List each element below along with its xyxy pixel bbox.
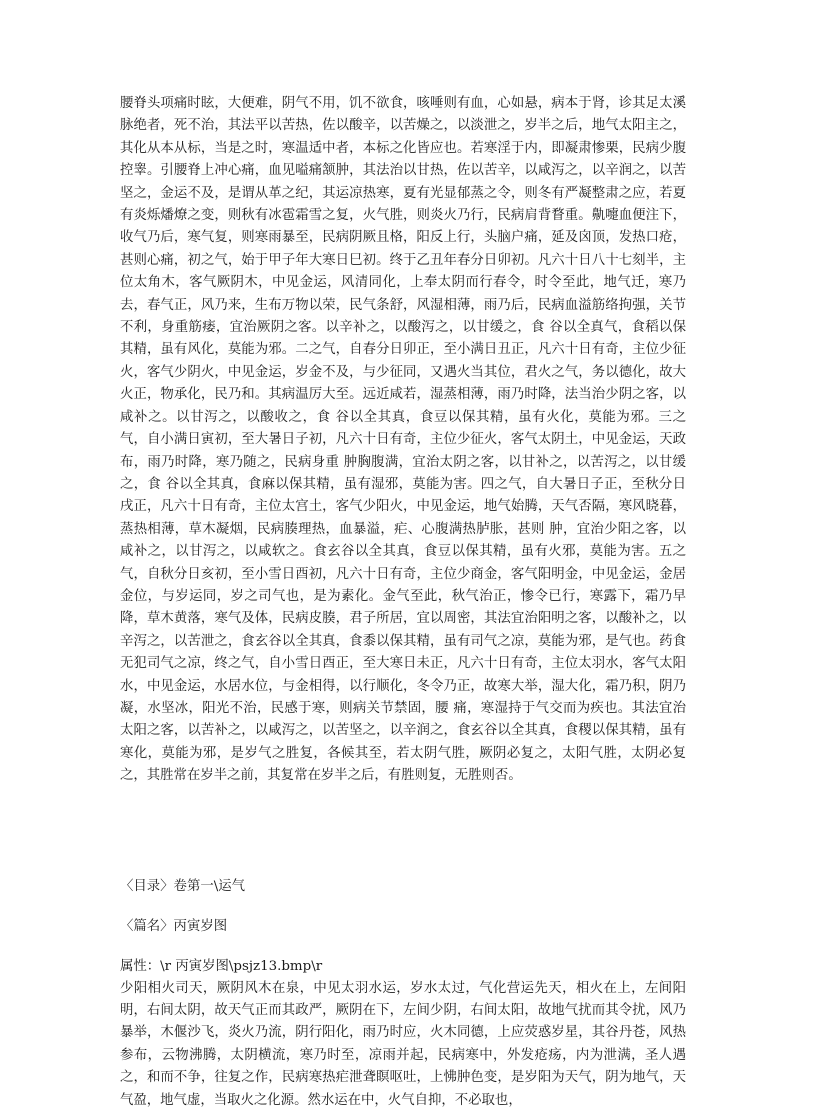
toc-line: 〈目录〉卷第一\运气 [120,878,246,894]
attribute-line: 属性：\r 丙寅岁图\psjz13.bmp\r [120,958,323,974]
document-page [120,93,686,1112]
chapter-title: 〈篇名〉丙寅岁图 [120,918,228,934]
main-paragraph: 腰脊头项痛时眩，大便难，阴气不用，饥不欲食，咳唾则有血，心如悬，病本于肾，诊其足太溪脉绝者，死不治，其法平以苦热，佐以酸辛，以苦燥之，以淡泄之，岁半之后，地气太阳主之，其化从本从标，当是之时，寒温适中者，本标之化皆应也。若寒淫于内，即凝肃惨栗，民病少腹控睾。引腰脊上冲心痛，血见嗌痛颔肿，其法治以甘热，佐以苦辛，以咸泻之，以辛润之，以苦坚之，金运不及，是谓从革之纪，其运凉热寒，夏有光显郁蒸之令，则冬有严凝整肃之应，若夏有炎烁燔燎之变，则秋有冰雹霜雪之复，火气胜，则炎火乃行，民病肩背瞀重。鼽嚏血便注下，收气乃后，寒气复，则寒雨暴至，民病阴厥且格，阳反上行，头脑户痛，延及囟顶，发热口疮，甚则心痛，初之气，始于甲子年大寒日巳初。终于乙丑年春分日卯初。凡六十日八十七刻半，主位太角木，客气厥阴木，中见金运，风清同化，上奉太阴而行春令，时令至此，地气迁，寒乃去，春气正，风乃来，生布万物以荣，民气条舒，风湿相薄，雨乃后，民病血溢筋络拘强，关节不利，身重筋痿，宜治厥阴之客。以辛补之，以酸泻之，以甘缓之，食 谷以全真气，食稻以保其精，虽有风化，莫能为邪。二之气，自春分日卯正，至小满日丑正，凡六十日有奇，主位少征火，客气少阴火，中见金运，岁金不及，与少征同，又遇火当其位，君火之气，务以德化，故大火正，物承化，民乃和。其病温厉大至。远近咸若，湿蒸相薄，雨乃时降，法当治少阴之客，以咸补之。以甘泻之，以酸收之，食 谷以全其真，食豆以保其精，虽有火化，莫能为邪。三之气，自小满日寅初，至大暑日子初，凡六十日有奇，主位少征火，客气太阴土，中见金运，天政布，雨乃时降，寒乃随之，民病身重 肿胸腹满，宜治太阴之客，以甘补之，以苦泻之，以甘缓之，食 谷以全其真，食麻以保其精，虽有湿邪，莫能为害。四之气，自大暑日子正，至秋分日戌正，凡六十日有奇，主位太宫土，客气少阳火，中见金运，地气始腾，天气否隔，寒风晓暮，蒸热相薄，草木凝烟，民病腠理热，血暴溢，疟、心腹满热胪胀，甚则 肿，宜治少阳之客，以咸补之，以甘泻之，以咸软之。食玄谷以全其真，食豆以保其精，虽有火邪，莫能为害。五之气，自秋分日亥初，至小雪日酉初，凡六十日有奇，主位少商金，客气阳明金，中见金运，金居金位，与岁运同，岁之司气也，是为素化。金气至此，秋气治正，惨令已行，寒露下，霜乃早降，草木黄落，寒气及体，民病皮腠，君子所居，宜以周密，其法宜治阳明之客，以酸补之，以辛泻之，以苦泄之，食玄谷以全其真，食黍以保其精，虽有司气之凉，莫能为邪，是气也。药食无犯司气之凉，终之气，自小雪日酉正，至大寒日未正，凡六十日有奇，主位太羽水，客气太阳水，中见金运，水居水位，与金相得，以行顺化，冬令乃正，故寒大举，湿大化，霜乃积，阴乃凝，水坚冰，阳光不治，民感于寒，则病关节禁固，腰 痛，寒湿持于气交而为疾也。其法宜治太阳之客，以苦补之，以咸泻之，以苦坚之，以辛润之，食玄谷以全其真，食稷以保其精，虽有寒化，莫能为邪，是岁气之胜复，各候其至，若太阴气胜，厥阴必复之，太阳气胜，太阴必复之，其胜常在岁半之前，其复常在岁半之后，有胜则复，无胜则否。 [120,96,686,784]
second-paragraph: 少阳相火司天，厥阴风木在泉，中见太羽水运，岁水太过，气化营运先天，相火在上，左间阳明，右间太阴，故天气正而其政严，厥阴在下，左间少阴，右间太阳，故地气扰而其令扰，风乃暴举，木偃沙飞，炎火乃流，阴行阳化，雨乃时应，火木同德，上应荧惑岁星，其谷丹苍，风热参布，云物沸腾，太阴横流，寒乃时至，凉雨并起，民病寒中，外发疮疡，内为泄满，圣人遇之，和而不争，往复之作，民病寒热疟泄聋瞑呕吐，上怫肿色变，是岁阳为天气，阴为地气，天气盈，地气虚，当取火之化源。然水运在中，火气自抑，不必取也， [120,980,686,1108]
